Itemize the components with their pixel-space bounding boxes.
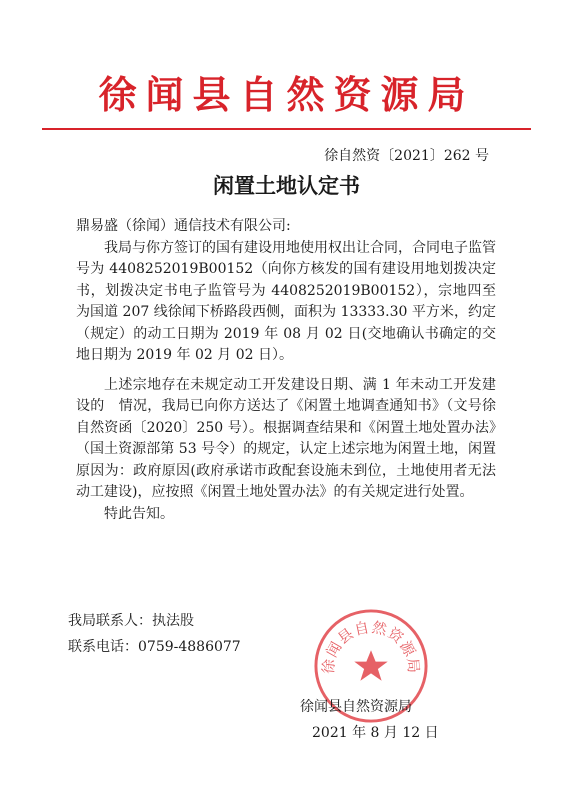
contact-block (68, 608, 241, 660)
signature-date: 2021 年 8 月 12 日 (312, 725, 439, 741)
agency-header: 徐闻县自然资源局 (98, 73, 475, 117)
paragraph-2: 上述宗地存在未规定动工开发建设日期、满 1 年未动工开发建设的 情况，我局已向你方送达了《闲置土地调查通知书》（文号徐自然资函〔2020〕250 号）。根据调查结果和《闲置土地处置办法》（国土资源部第 53 号令）的规定，认定上述宗地为闲置土地，闲置原因为：政府原因(政府承诺市政配套设施未到位，土地使用者无法动工建设)，应按照《闲置土地处置办法》的有关规定进行处置。 (76, 376, 496, 500)
addressee: 鼎易盛（徐闻）通信技术有限公司: (76, 218, 291, 234)
seal-text: 徐闻县自然资源局 (320, 619, 422, 675)
document-title: 闲置土地认定书 (213, 174, 360, 198)
contact-phone: 联系电话：0759-4886077 (68, 639, 241, 655)
signature-org: 徐闻县自然资源局 (300, 699, 412, 715)
contact-person: 我局联系人：执法股 (68, 613, 194, 629)
document-number: 徐自然资〔2021〕262 号 (324, 148, 489, 164)
paragraph-3: 特此告知。 (104, 505, 174, 522)
header-rule (42, 128, 531, 130)
signature-block (300, 694, 439, 746)
document-body (76, 216, 496, 525)
paragraph-1: 我局与你方签订的国有建设用地使用权出让合同，合同电子监管号为 4408252019B00152（向你方核发的国有建设用地划拨决定书，划拨决定书电子监管号为 4408252019B00152），宗地四至为国道 207 线徐闻下桥路段西侧，面积为 13333.30 平方米，约定（规定）的动工日期为 2019 年 08 月 02 日(交地确认书确定的交地日期为 2019 年 02 月 02 日）。 (76, 239, 496, 363)
seal-star-icon (354, 650, 387, 680)
